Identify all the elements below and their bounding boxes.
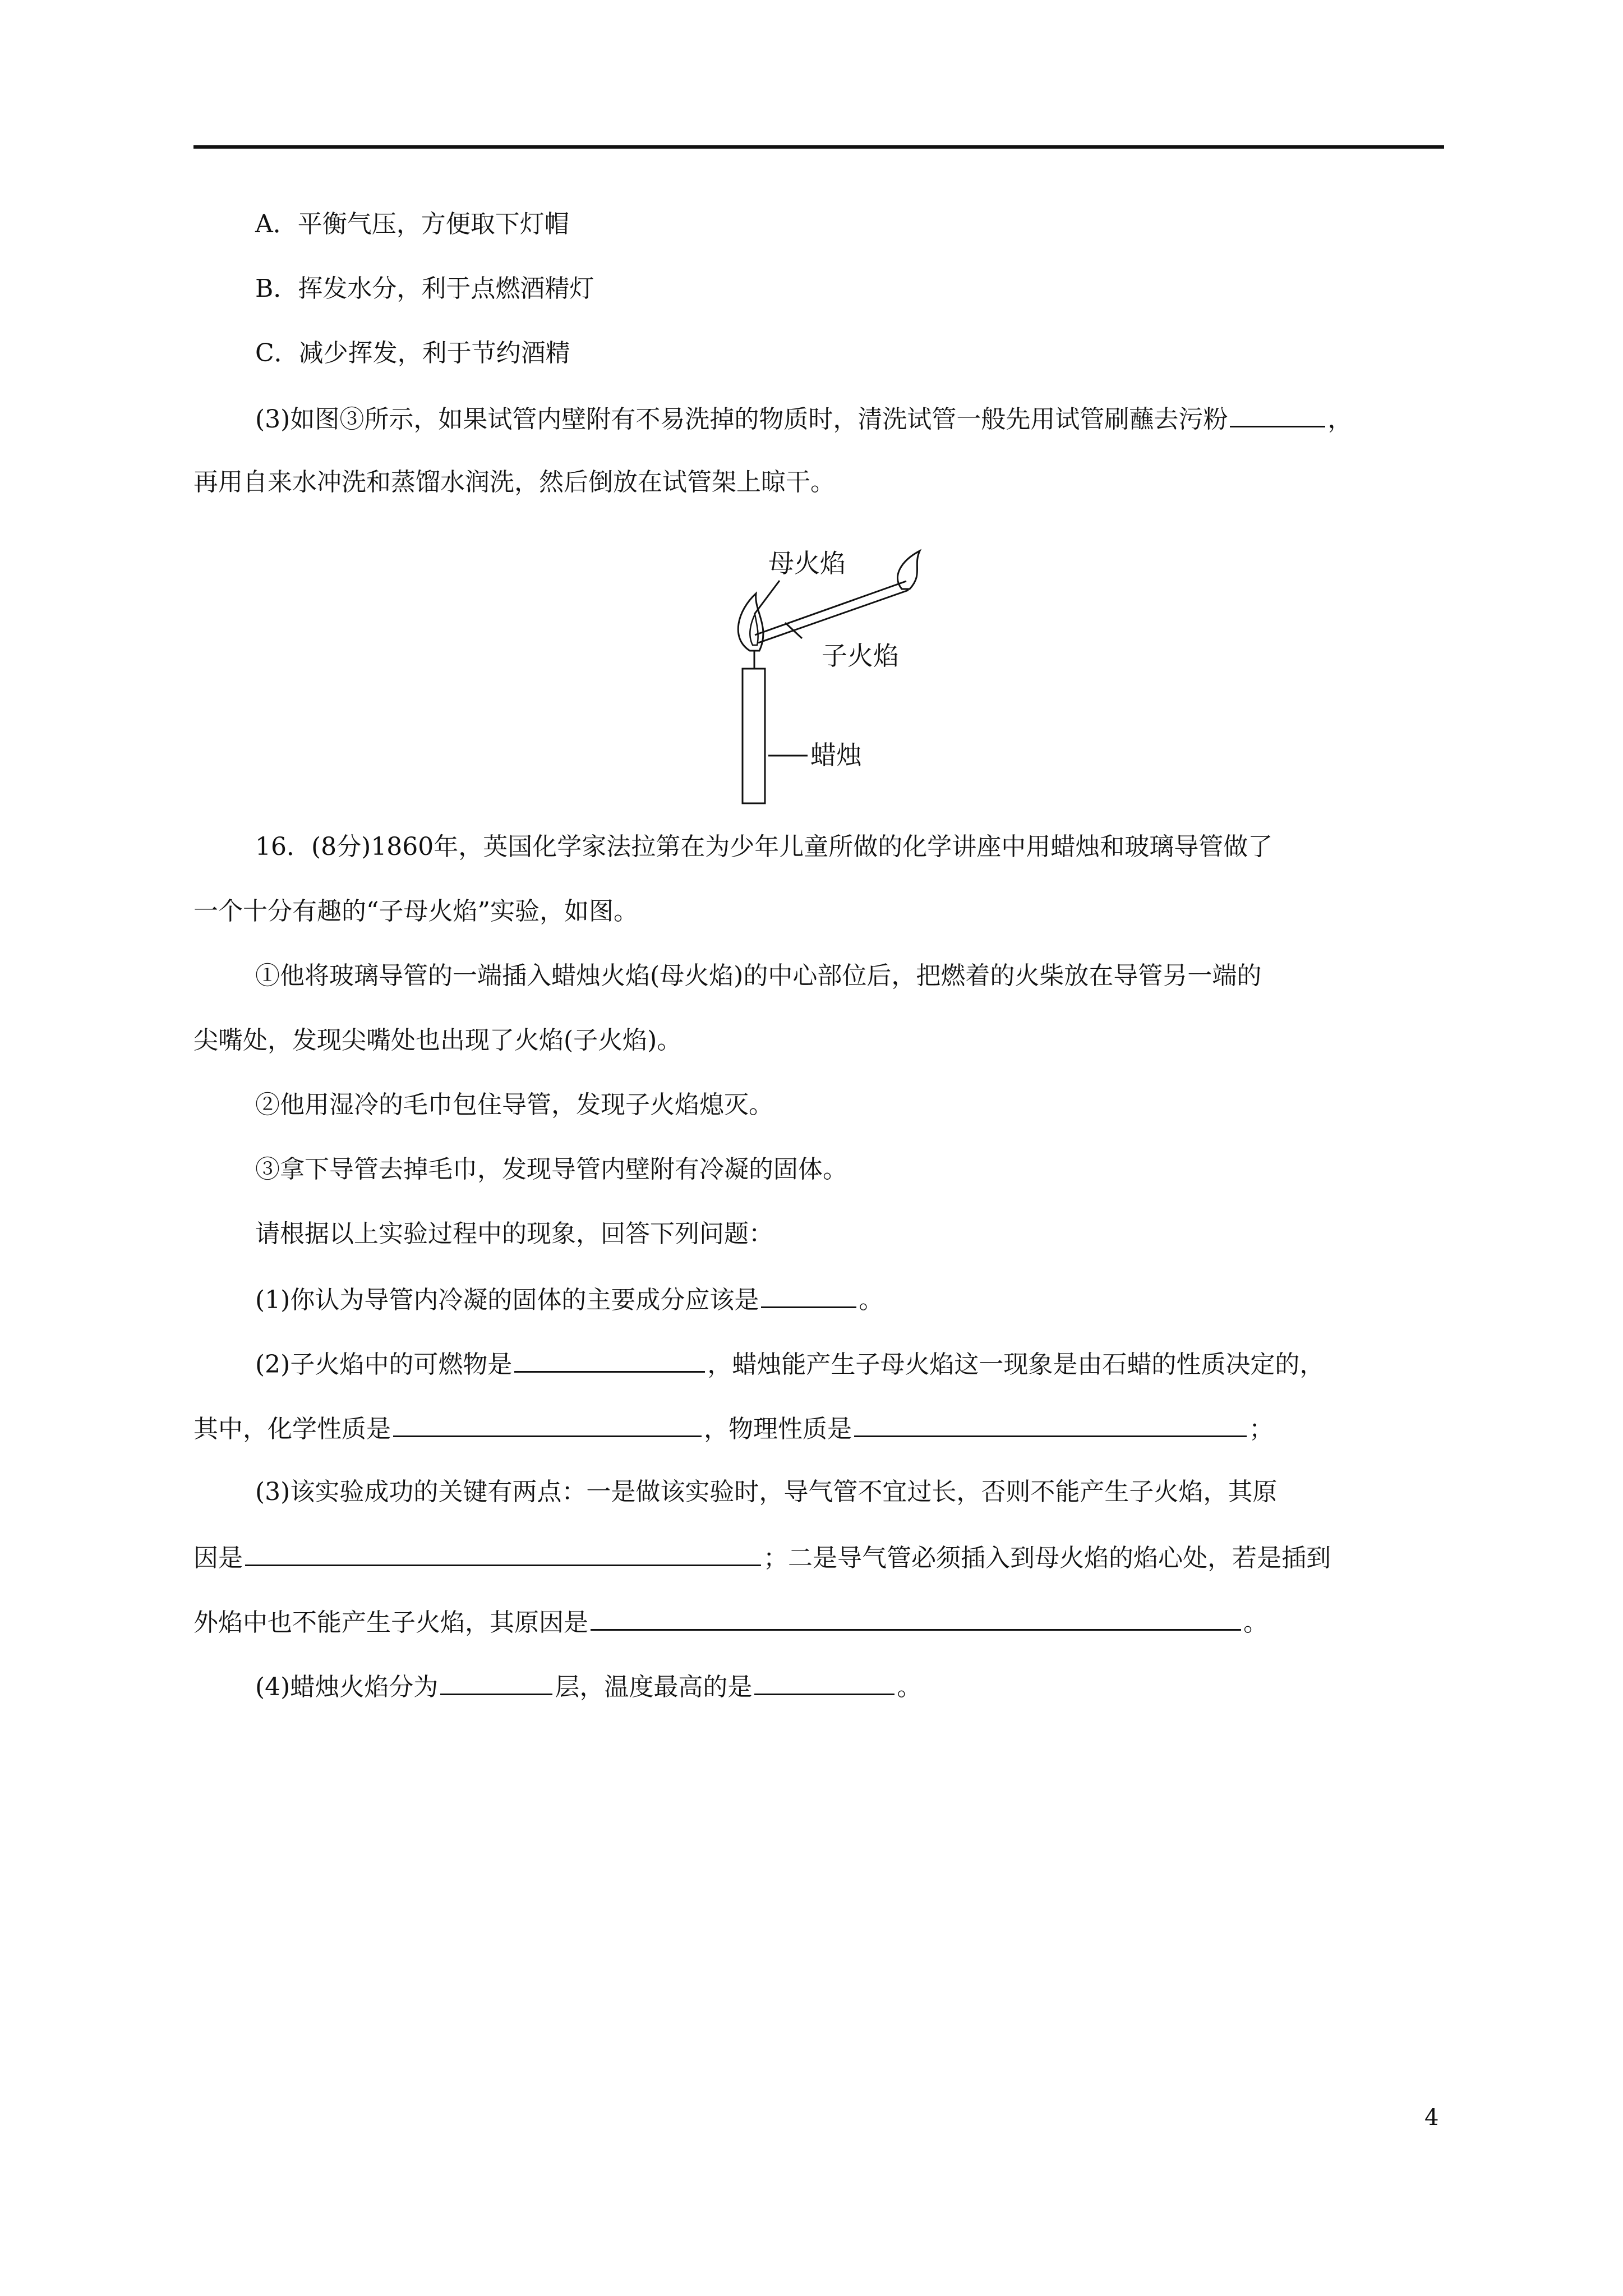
q16-sub3-line3 — [193, 1604, 1268, 1640]
q16-intro-line2: 一个十分有趣的“子母火焰”实验，如图。 — [193, 897, 638, 926]
q16-step2: ②他用湿冷的毛巾包住导管，发现子火焰熄灭。 — [255, 1091, 773, 1119]
q16-sub1-end: 。 — [859, 1286, 884, 1314]
q16-sub2-phys-label: ，物理性质是 — [704, 1415, 852, 1443]
option-b: B．挥发水分，利于点燃酒精灯 — [255, 274, 594, 303]
glass-tube-bottom — [758, 590, 909, 643]
answer-blank[interactable] — [1230, 401, 1325, 427]
q16-step3: ③拿下导管去掉毛巾，发现导管内壁附有冷凝的固体。 — [255, 1155, 847, 1184]
answer-blank[interactable] — [440, 1669, 552, 1695]
q16-sub3-second-point: ；二是导气管必须插入到母火焰的焰心处，若是插到 — [763, 1544, 1331, 1572]
q15-3-text: (3)如图③所示，如果试管内壁附有不易洗掉的物质时，清洗试管一般先用试管刷蘸去污粉 — [255, 405, 1228, 434]
q16-sub4-end: 。 — [897, 1673, 922, 1701]
q16-sub3-reason-label: 因是 — [193, 1544, 243, 1572]
q15-3-suffix: ， — [1327, 405, 1353, 434]
q16-sub2-text: (2)子火焰中的可燃物是 — [255, 1350, 513, 1379]
answer-blank[interactable] — [761, 1282, 856, 1308]
leader-line-child — [785, 623, 802, 638]
label-mother-flame: 母火焰 — [768, 548, 846, 578]
answer-blank[interactable] — [393, 1411, 702, 1437]
q16-prompt: 请根据以上实验过程中的现象，回答下列问题： — [255, 1220, 773, 1248]
q16-sub4-text: (4)蜡烛火焰分为 — [255, 1673, 439, 1701]
answer-blank[interactable] — [854, 1411, 1247, 1437]
answer-blank[interactable] — [591, 1604, 1241, 1631]
q16-sub3-line2 — [193, 1540, 1331, 1575]
q16-sub2-chem-label: 其中，化学性质是 — [193, 1415, 391, 1443]
label-candle: 蜡烛 — [810, 740, 862, 770]
page-number: 4 — [1424, 2105, 1439, 2131]
q16-sub4-mid: 层，温度最高的是 — [555, 1673, 753, 1701]
option-c: C．减少挥发，利于节约酒精 — [255, 339, 570, 367]
candle-body — [743, 669, 765, 803]
q15-3-line1 — [255, 401, 1352, 436]
q16-sub1 — [255, 1282, 883, 1317]
q16-sub2-end: ； — [1249, 1415, 1274, 1443]
q16-intro-line1: 16．(8分)1860年，英国化学家法拉第在为少年儿童所做的化学讲座中用蜡烛和玻璃导管做了 — [255, 832, 1273, 861]
glass-tube-top — [755, 581, 906, 635]
answer-blank[interactable] — [514, 1346, 705, 1373]
q16-sub1-text: (1)你认为导管内冷凝的固体的主要成分应该是 — [255, 1286, 759, 1314]
q16-step1-line1: ①他将玻璃导管的一端插入蜡烛火焰(母火焰)的中心部位后，把燃着的火柴放在导管另一端的 — [255, 961, 1262, 990]
q16-sub3-end: 。 — [1243, 1608, 1268, 1637]
q16-step1-line2: 尖嘴处，发现尖嘴处也出现了火焰(子火焰)。 — [193, 1026, 682, 1055]
q16-sub2-line2 — [193, 1411, 1274, 1446]
q16-sub2-line1 — [255, 1346, 1324, 1382]
q15-3-line2: 再用自来水冲洗和蒸馏水润洗，然后倒放在试管架上晾干。 — [193, 468, 835, 496]
q16-sub3-reason2-label: 外焰中也不能产生子火焰，其原因是 — [193, 1608, 588, 1637]
answer-blank[interactable] — [754, 1669, 895, 1695]
option-a: A．平衡气压，方便取下灯帽 — [255, 210, 569, 238]
q16-sub4 — [255, 1669, 921, 1704]
candle-flame-figure — [723, 539, 948, 808]
q16-sub3-line1: (3)该实验成功的关键有两点：一是做该实验时，导气管不宜过长，否则不能产生子火焰，其原 — [255, 1478, 1278, 1506]
inner-flame — [750, 614, 758, 645]
label-child-flame: 子火焰 — [822, 641, 899, 671]
q16-sub2-mid: ，蜡烛能产生子母火焰这一现象是由石蜡的性质决定的， — [707, 1350, 1325, 1379]
answer-blank[interactable] — [245, 1540, 761, 1566]
header-rule — [193, 145, 1444, 149]
